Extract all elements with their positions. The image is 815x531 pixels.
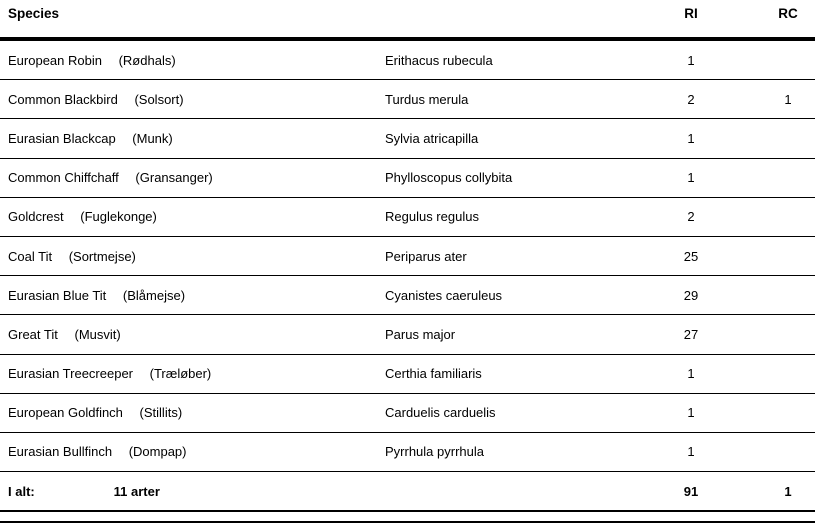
scientific-name: Carduelis carduelis (385, 405, 496, 421)
table-row (0, 315, 815, 354)
ri-value: 2 (687, 209, 695, 225)
table-row (0, 355, 815, 394)
danish-name: (Gransanger) (135, 170, 213, 186)
common-name: Eurasian Blue Tit (8, 287, 107, 303)
table-row (0, 433, 815, 472)
common-name: Eurasian Bullfinch (8, 444, 113, 460)
danish-name: (Fuglekonge) (80, 209, 157, 225)
ri-value: 2 (687, 91, 695, 107)
scientific-name: Pyrrhula pyrrhula (385, 444, 484, 460)
danish-name: (Solsort) (134, 91, 184, 107)
ri-value: 1 (687, 130, 695, 146)
danish-name: (Træløber) (149, 366, 212, 382)
common-name: European Robin (8, 52, 102, 68)
column-header-ri: RI (684, 6, 698, 21)
common-name: Common Chiffchaff (8, 170, 119, 186)
common-name: Great Tit (8, 326, 58, 342)
ri-value: 1 (687, 405, 695, 421)
danish-name: (Musvit) (74, 326, 121, 342)
scientific-name: Cyanistes caeruleus (385, 287, 503, 303)
table-row (0, 119, 815, 158)
danish-name: (Blåmejse) (122, 287, 186, 303)
scientific-name: Periparus ater (385, 248, 467, 264)
rc-value: 1 (784, 91, 792, 107)
table-row (0, 394, 815, 433)
table-row (0, 80, 815, 119)
ri-value: 29 (683, 287, 699, 303)
danish-name: (Sortmejse) (68, 248, 136, 264)
scientific-name: Erithacus rubecula (385, 52, 493, 68)
column-header-rc: RC (778, 6, 798, 21)
common-name: European Goldfinch (8, 405, 123, 421)
common-name: Eurasian Treecreeper (8, 366, 134, 382)
table-row (0, 198, 815, 237)
total-rc-value: 1 (784, 483, 792, 499)
ri-value: 1 (687, 366, 695, 382)
danish-name: (Munk) (132, 130, 173, 146)
column-header-species: Species (8, 6, 60, 21)
table-row (0, 159, 815, 198)
ri-value: 27 (683, 326, 699, 342)
danish-name: (Stillits) (139, 405, 183, 421)
danish-name: (Dompap) (128, 444, 187, 460)
danish-name: (Rødhals) (118, 52, 176, 68)
table-row (0, 41, 815, 80)
common-name: Common Blackbird (8, 91, 118, 107)
common-name: Coal Tit (8, 248, 53, 264)
scientific-name: Certhia familiaris (385, 366, 482, 382)
scientific-name: Regulus regulus (385, 209, 479, 225)
total-species-count: 11 arter (113, 483, 160, 499)
ri-value: 25 (683, 248, 699, 264)
table-row (0, 276, 815, 315)
footer-divider-bottom (0, 521, 815, 523)
scientific-name: Phylloscopus collybita (385, 170, 513, 186)
common-name: Goldcrest (8, 209, 64, 225)
total-row (0, 472, 815, 510)
common-name: Eurasian Blackcap (8, 130, 116, 146)
table-header (0, 0, 815, 37)
table-row (0, 237, 815, 276)
total-label: I alt: (8, 483, 35, 499)
total-ri-value: 91 (683, 483, 699, 499)
ri-value: 1 (687, 170, 695, 186)
scientific-name: Turdus merula (385, 91, 469, 107)
scientific-name: Parus major (385, 326, 456, 342)
ri-value: 1 (687, 52, 695, 68)
ri-value: 1 (687, 444, 695, 460)
scientific-name: Sylvia atricapilla (385, 130, 479, 146)
